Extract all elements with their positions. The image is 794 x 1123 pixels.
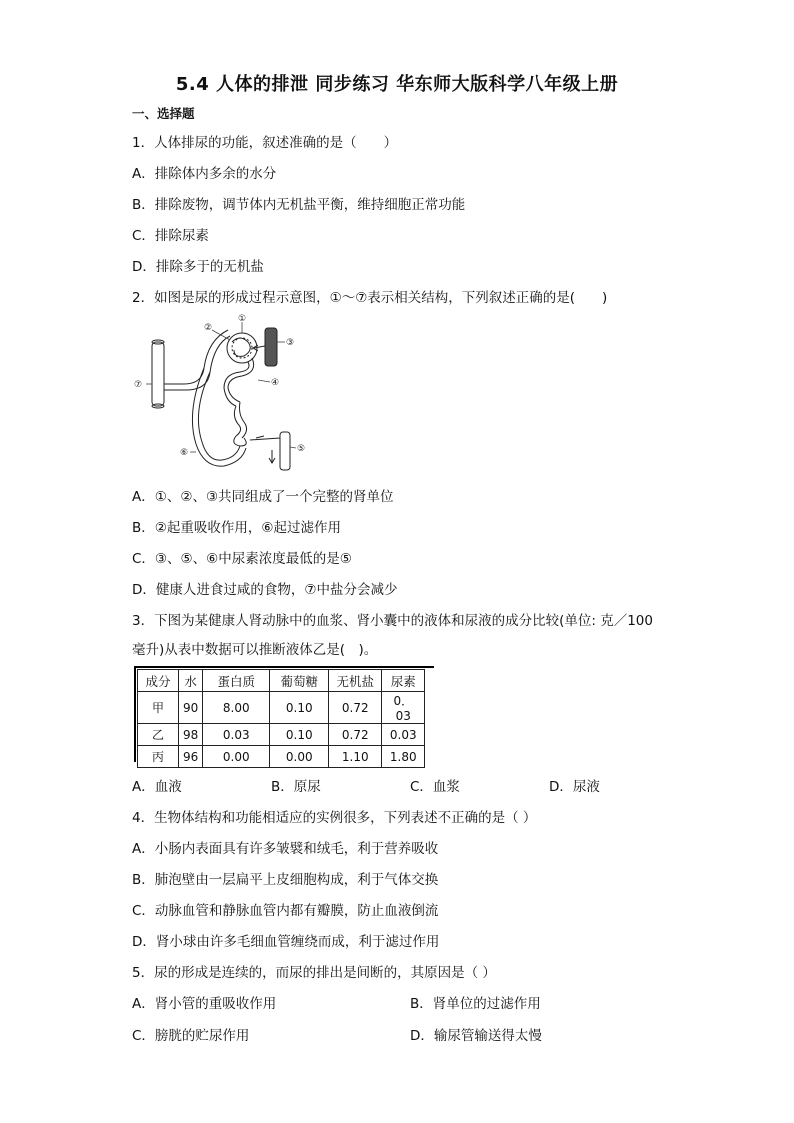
table-cell: 1.10 <box>329 746 382 768</box>
section-heading: 一、选择题 <box>132 106 195 121</box>
label-4: ④ <box>271 378 280 388</box>
label-7: ⑦ <box>134 380 143 390</box>
table-header-cell: 无机盐 <box>329 670 382 692</box>
q3-stem-line2: 毫升)从表中数据可以推断液体乙是( )。 <box>132 642 378 658</box>
q5-option-d: D．输尿管输送得太慢 <box>410 1028 542 1044</box>
table-header-cell: 尿素 <box>382 670 425 692</box>
q4-option-c: C．动脉血管和静脉血管内都有瓣膜，防止血液倒流 <box>132 903 439 919</box>
q2-option-b: B．②起重吸收作用，⑥起过滤作用 <box>132 520 341 536</box>
q1-option-b: B．排除废物，调节体内无机盐平衡，维持细胞正常功能 <box>132 197 466 213</box>
label-2: ② <box>204 323 213 333</box>
table-cell: 0．03 <box>382 692 425 724</box>
composition-table <box>137 669 425 768</box>
q2-option-d: D．健康人进食过咸的食物，⑦中盐分会减少 <box>132 582 398 598</box>
label-3: ③ <box>286 338 295 348</box>
table-cell: 98 <box>179 724 203 746</box>
q5-option-b: B．肾单位的过滤作用 <box>410 996 541 1012</box>
q3-option-d: D．尿液 <box>549 779 600 795</box>
table-row <box>138 746 425 768</box>
table-header-row <box>138 670 425 692</box>
label-6: ⑥ <box>180 448 189 458</box>
table-cell: 1.80 <box>382 746 425 768</box>
q4-option-d: D．肾小球由许多毛细血管缠绕而成，利于滤过作用 <box>132 934 440 950</box>
q3-option-b: B．原尿 <box>271 779 321 795</box>
renal-tubule <box>224 358 254 446</box>
q3-option-c: C．血浆 <box>410 779 460 795</box>
table-cell: 96 <box>179 746 203 768</box>
table-row <box>138 724 425 746</box>
table-cell: 0.72 <box>329 724 382 746</box>
q1-option-d: D．排除多于的无机盐 <box>132 259 264 275</box>
label-1: ① <box>238 314 247 324</box>
table-cell: 0.03 <box>382 724 425 746</box>
table-cell: 0.10 <box>270 692 329 724</box>
q4-option-b: B．肺泡壁由一层扁平上皮细胞构成，利于气体交换 <box>132 872 439 888</box>
table-header-cell: 蛋白质 <box>203 670 270 692</box>
table-cell: 甲 <box>138 692 179 724</box>
table-cell: 90 <box>179 692 203 724</box>
collecting-duct <box>198 372 240 460</box>
renal-vein <box>250 432 290 470</box>
table-header-cell: 成分 <box>138 670 179 692</box>
q2-option-a: A．①、②、③共同组成了一个完整的肾单位 <box>132 489 394 505</box>
q5-stem: 5．尿的形成是连续的，而尿的排出是间断的，其原因是（ ） <box>132 965 496 981</box>
q5-option-a: A．肾小管的重吸收作用 <box>132 996 277 1012</box>
table-cell: 0.10 <box>270 724 329 746</box>
q2-stem: 2．如图是尿的形成过程示意图，①～⑦表示相关结构，下列叙述正确的是( ) <box>132 290 608 306</box>
q1-stem: 1．人体排尿的功能，叙述准确的是（ ） <box>132 135 398 151</box>
table-cell: 丙 <box>138 746 179 768</box>
table-cell: 乙 <box>138 724 179 746</box>
table-cell: 0.00 <box>203 746 270 768</box>
q1-option-c: C．排除尿素 <box>132 228 209 244</box>
q4-stem: 4．生物体结构和功能相适应的实例很多，下列表述不正确的是（ ） <box>132 810 537 826</box>
table-row <box>138 692 425 724</box>
renal-artery <box>265 328 277 366</box>
q5-option-c: C．膀胱的贮尿作用 <box>132 1028 250 1044</box>
table-header-cell: 葡萄糖 <box>270 670 329 692</box>
table-cell: 0.72 <box>329 692 382 724</box>
table-cell: 0.03 <box>203 724 270 746</box>
page-title: 5.4 人体的排泄 同步练习 华东师大版科学八年级上册 <box>175 74 619 95</box>
q2-option-c: C．③、⑤、⑥中尿素浓度最低的是⑤ <box>132 551 352 567</box>
table-cell: 0.00 <box>270 746 329 768</box>
nephron-diagram <box>132 312 312 472</box>
table-header-cell: 水 <box>179 670 203 692</box>
q1-option-a: A．排除体内多余的水分 <box>132 166 277 182</box>
q3-stem-line1: 3．下图为某健康人肾动脉中的血浆、肾小囊中的液体和尿液的成分比较(单位: 克／100 <box>132 613 653 629</box>
q4-option-a: A．小肠内表面具有许多皱襞和绒毛，利于营养吸收 <box>132 841 439 857</box>
label-5: ⑤ <box>297 444 306 454</box>
table-cell: 8.00 <box>203 692 270 724</box>
q3-option-a: A．血液 <box>132 779 182 795</box>
